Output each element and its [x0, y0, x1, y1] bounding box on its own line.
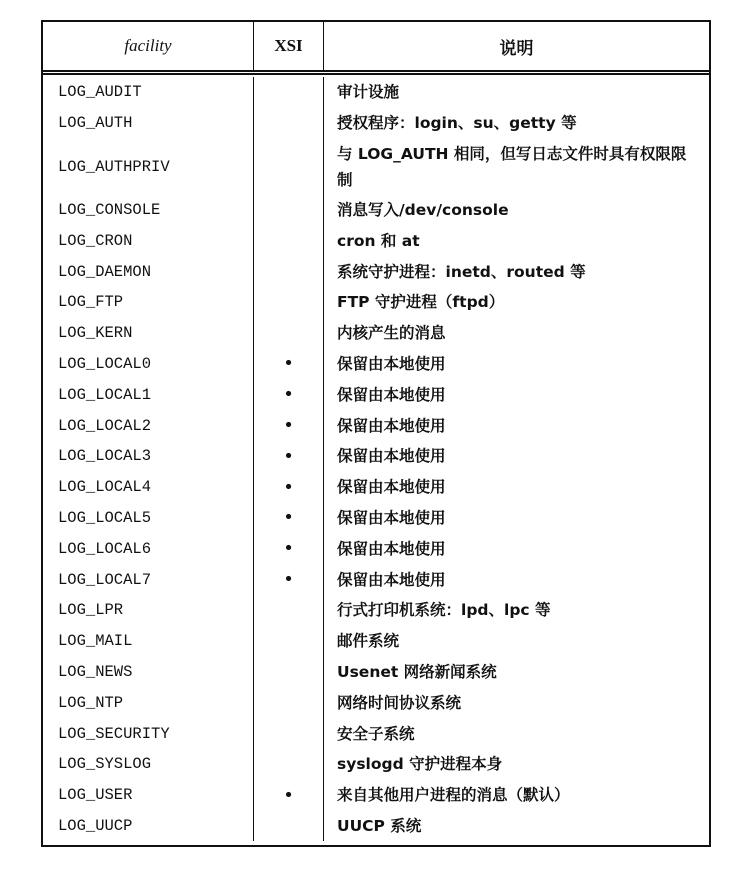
facility-cell: LOG_LOCAL6 — [43, 533, 254, 564]
table-row — [43, 657, 709, 688]
xsi-marker: • — [254, 410, 324, 441]
description-cell: 保留由本地使用 — [337, 354, 446, 373]
xsi-marker — [254, 595, 324, 626]
table-row — [43, 811, 709, 842]
table-row — [43, 564, 709, 595]
description-cell: 保留由本地使用 — [337, 539, 446, 558]
description-cell: UUCP 系统 — [337, 816, 422, 835]
table-row — [43, 626, 709, 657]
table-row — [43, 195, 709, 226]
description-cell: cron 和 at — [337, 231, 420, 250]
xsi-marker — [254, 318, 324, 349]
xsi-marker — [254, 687, 324, 718]
description-cell: 与 LOG_AUTH 相同，但写日志文件时具有权限限制 — [337, 144, 687, 189]
facility-cell: LOG_FTP — [43, 287, 254, 318]
description-cell: 保留由本地使用 — [337, 385, 446, 404]
table-row — [43, 503, 709, 534]
xsi-marker — [254, 718, 324, 749]
facility-cell: LOG_KERN — [43, 318, 254, 349]
facility-cell: LOG_CRON — [43, 225, 254, 256]
description-cell: 消息写入/dev/console — [337, 200, 509, 219]
table-row — [43, 472, 709, 503]
xsi-marker — [254, 139, 324, 195]
xsi-marker — [254, 811, 324, 842]
facility-cell: LOG_NEWS — [43, 657, 254, 688]
table-row — [43, 749, 709, 780]
xsi-marker — [254, 225, 324, 256]
xsi-marker — [254, 287, 324, 318]
xsi-marker: • — [254, 441, 324, 472]
table-row — [43, 318, 709, 349]
facility-cell: LOG_LOCAL5 — [43, 503, 254, 534]
table-row — [43, 77, 709, 108]
table-row — [43, 379, 709, 410]
description-cell: syslogd 守护进程本身 — [337, 755, 503, 774]
description-cell: 系统守护进程：inetd、routed 等 — [337, 262, 586, 281]
table-row — [43, 256, 709, 287]
xsi-marker — [254, 108, 324, 139]
xsi-marker — [254, 195, 324, 226]
facility-cell: LOG_DAEMON — [43, 256, 254, 287]
table-row — [43, 718, 709, 749]
xsi-marker: • — [254, 503, 324, 534]
facility-cell: LOG_AUTHPRIV — [43, 139, 254, 195]
table-row — [43, 225, 709, 256]
xsi-marker: • — [254, 780, 324, 811]
xsi-marker — [254, 626, 324, 657]
table-row — [43, 687, 709, 718]
xsi-marker — [254, 77, 324, 108]
xsi-marker: • — [254, 379, 324, 410]
xsi-marker — [254, 749, 324, 780]
table-row — [43, 441, 709, 472]
facility-cell: LOG_AUDIT — [43, 77, 254, 108]
header-facility: facility — [43, 22, 254, 70]
facility-cell: LOG_LOCAL7 — [43, 564, 254, 595]
xsi-marker: • — [254, 472, 324, 503]
xsi-marker: • — [254, 564, 324, 595]
xsi-marker: • — [254, 533, 324, 564]
facility-cell: LOG_CONSOLE — [43, 195, 254, 226]
table-row — [43, 780, 709, 811]
description-cell: 保留由本地使用 — [337, 447, 446, 466]
description-cell: 保留由本地使用 — [337, 570, 446, 589]
facility-cell: LOG_NTP — [43, 687, 254, 718]
description-cell: 保留由本地使用 — [337, 478, 446, 497]
table-row — [43, 139, 709, 195]
table-row — [43, 349, 709, 380]
description-cell: 网络时间协议系统 — [337, 693, 462, 712]
facility-cell: LOG_LOCAL4 — [43, 472, 254, 503]
table-body — [43, 75, 709, 845]
table-row — [43, 287, 709, 318]
table-row — [43, 595, 709, 626]
description-cell: 审计设施 — [337, 83, 400, 102]
xsi-marker — [254, 657, 324, 688]
description-cell: 授权程序：login、su、getty 等 — [337, 114, 577, 133]
facility-cell: LOG_LPR — [43, 595, 254, 626]
facility-cell: LOG_LOCAL1 — [43, 379, 254, 410]
table-row — [43, 533, 709, 564]
description-cell: 邮件系统 — [337, 632, 400, 651]
facility-cell: LOG_LOCAL2 — [43, 410, 254, 441]
description-cell: 内核产生的消息 — [337, 324, 446, 343]
facility-cell: LOG_MAIL — [43, 626, 254, 657]
header-xsi: XSI — [254, 22, 324, 70]
facility-cell: LOG_LOCAL3 — [43, 441, 254, 472]
table-row — [43, 410, 709, 441]
description-cell: 安全子系统 — [337, 724, 415, 743]
description-cell: 保留由本地使用 — [337, 416, 446, 435]
xsi-marker: • — [254, 349, 324, 380]
facility-cell: LOG_LOCAL0 — [43, 349, 254, 380]
facility-cell: LOG_USER — [43, 780, 254, 811]
description-cell: 来自其他用户进程的消息（默认） — [337, 786, 570, 805]
description-cell: Usenet 网络新闻系统 — [337, 662, 497, 681]
xsi-marker — [254, 256, 324, 287]
description-cell: FTP 守护进程（ftpd） — [337, 293, 505, 312]
table-header — [43, 22, 709, 75]
facility-cell: LOG_UUCP — [43, 811, 254, 842]
description-cell: 保留由本地使用 — [337, 508, 446, 527]
facility-cell: LOG_SECURITY — [43, 718, 254, 749]
table-row — [43, 108, 709, 139]
description-cell: 行式打印机系统：lpd、lpc 等 — [337, 601, 551, 620]
facility-cell: LOG_SYSLOG — [43, 749, 254, 780]
facility-cell: LOG_AUTH — [43, 108, 254, 139]
syslog-facility-table — [41, 20, 711, 847]
header-description: 说明 — [499, 38, 534, 58]
